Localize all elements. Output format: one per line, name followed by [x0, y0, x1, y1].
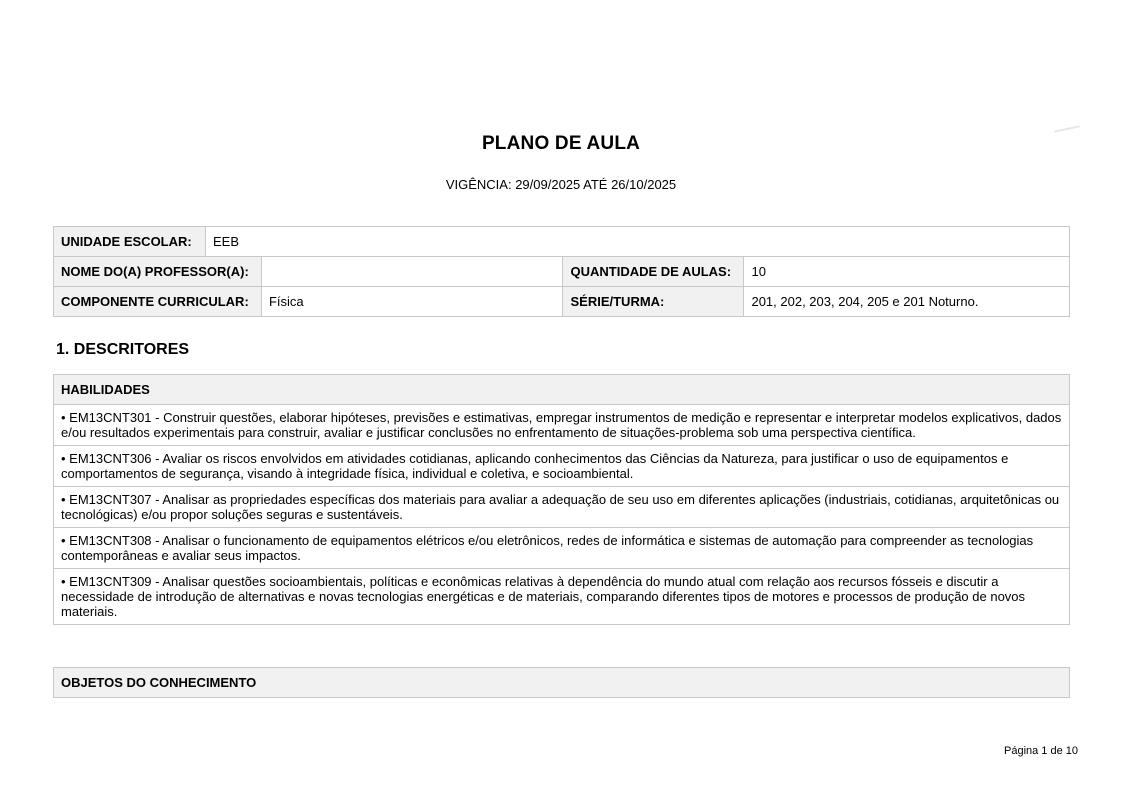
skill-em13cnt307: • EM13CNT307 - Analisar as propriedades específicas dos materiais para avaliar a adequação de seu uso em diferentes aplicações (industriais, cotidianas, arquitetônicas ou tecnológicas) e/ou propor soluções seguras e sustentáveis.	[54, 487, 1070, 528]
skills-table	[53, 374, 1070, 625]
page-number: Página 1 de 10	[1004, 745, 1079, 757]
skill-em13cnt306: • EM13CNT306 - Avaliar os riscos envolvidos em atividades cotidianas, aplicando conhecimentos das Ciências da Natureza, para justificar o uso de equipamentos e comportamentos de segurança, visando à integridade física, individual e coletiva, e socioambiental.	[54, 446, 1070, 487]
skill-em13cnt301: • EM13CNT301 - Construir questões, elaborar hipóteses, previsões e estimativas, empregar instrumentos de medição e representar e interpretar modelos explicativos, dados e/ou resultados experimentais para construir, avaliar e justificar conclusões no enfrentamento de situações-problema sob uma perspectiva científica.	[54, 405, 1070, 446]
info-table	[53, 226, 1070, 317]
skills-header: HABILIDADES	[54, 375, 1070, 405]
grade-label: SÉRIE/TURMA:	[563, 287, 744, 317]
subject-value: Física	[261, 287, 563, 317]
table-row	[54, 446, 1070, 487]
table-row	[54, 569, 1070, 625]
page-title: PLANO DE AULA	[481, 133, 641, 154]
classes-count-label: QUANTIDADE DE AULAS:	[563, 257, 744, 287]
table-row	[54, 405, 1070, 446]
grade-value: 201, 202, 203, 204, 205 e 201 Noturno.	[744, 287, 1070, 317]
skill-em13cnt308: • EM13CNT308 - Analisar o funcionamento de equipamentos elétricos e/ou eletrônicos, redes de informática e sistemas de automação para compreender as tecnologias contemporâneas e avaliar seus impactos.	[54, 528, 1070, 569]
table-row	[54, 487, 1070, 528]
knowledge-objects-header: OBJETOS DO CONHECIMENTO	[54, 668, 1070, 698]
classes-count-value: 10	[744, 257, 1070, 287]
descriptors-heading: 1. DESCRITORES	[56, 341, 190, 358]
skills-header-row	[54, 375, 1070, 405]
subject-label: COMPONENTE CURRICULAR:	[54, 287, 262, 317]
teacher-value	[261, 257, 563, 287]
skill-em13cnt309: • EM13CNT309 - Analisar questões socioambientais, políticas e econômicas relativas à dependência do mundo atual com relação aos recursos fósseis e discutir a necessidade de introdução de alternativas e novas tecnologias energéticas e de materiais, comparando diferentes tipos de motores e processos de produção de novos materiais.	[54, 569, 1070, 625]
info-row-school	[54, 227, 1070, 257]
school-value: EEB	[205, 227, 1069, 257]
info-row-subject	[54, 287, 1070, 317]
knowledge-objects-header-row	[54, 668, 1070, 698]
table-row	[54, 528, 1070, 569]
school-label: UNIDADE ESCOLAR:	[54, 227, 206, 257]
validity-period: VIGÊNCIA: 29/09/2025 ATÉ 26/10/2025	[445, 177, 677, 192]
corner-mark	[1054, 125, 1080, 132]
teacher-label: NOME DO(A) PROFESSOR(A):	[54, 257, 262, 287]
knowledge-objects-table	[53, 667, 1070, 698]
info-row-teacher	[54, 257, 1070, 287]
